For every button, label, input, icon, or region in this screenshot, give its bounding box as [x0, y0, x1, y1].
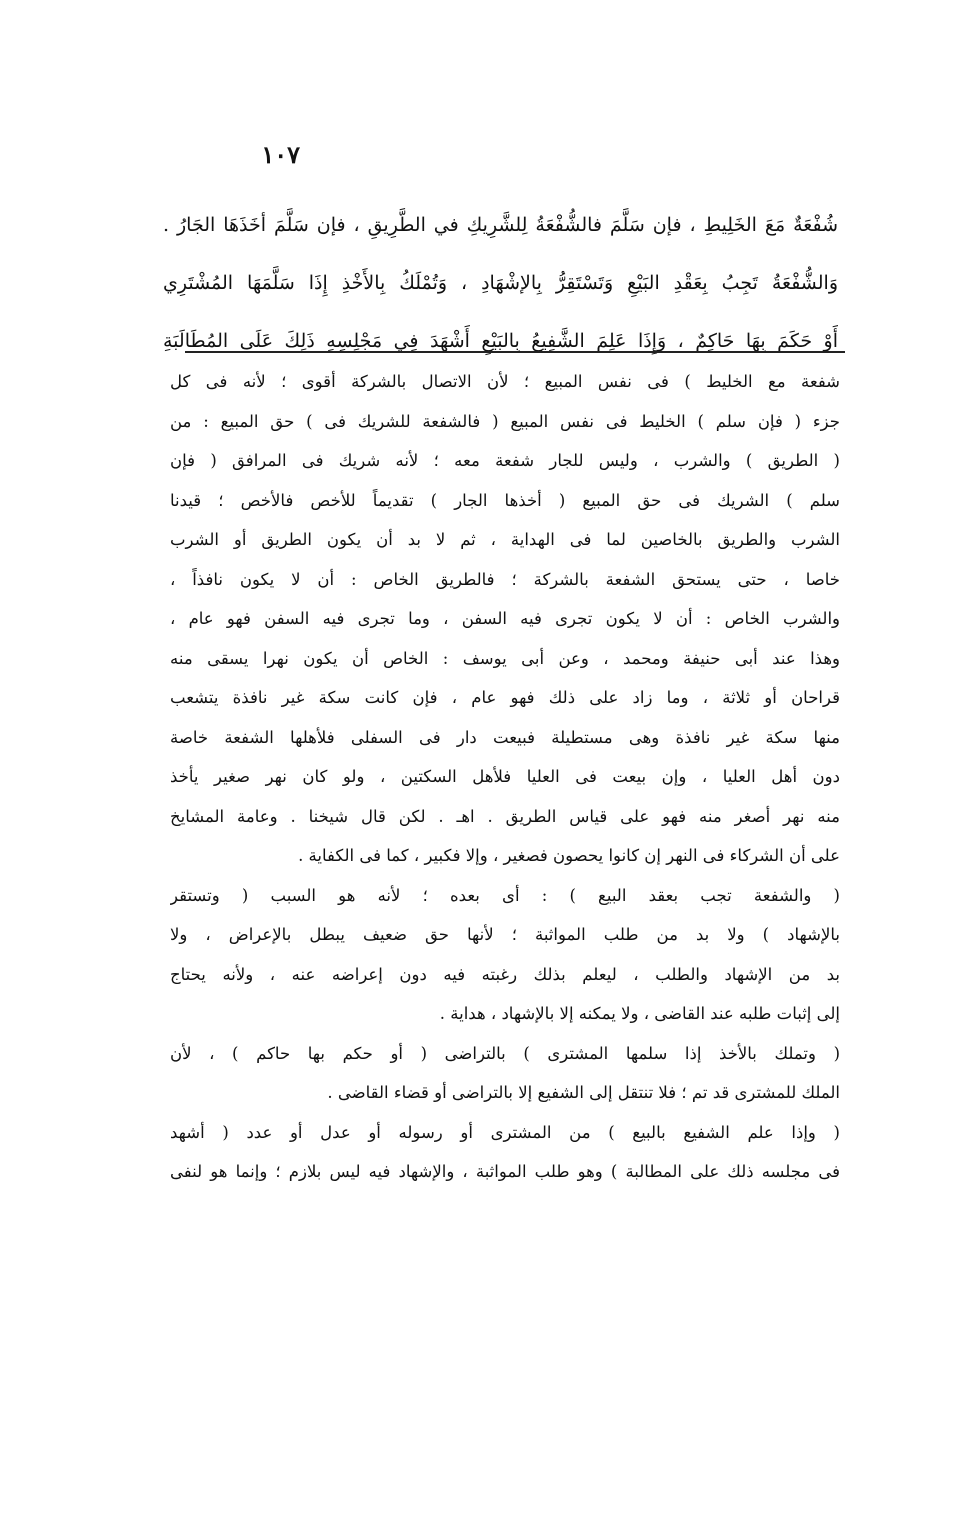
commentary-line: ( والشفعة تجب بعقد البيع ) : أى بعده ؛ لأنه هو السبب ( وتستقر	[170, 885, 840, 905]
commentary-line: ( الطريق ) والشرب ، وليس للجار شفعة معه ؛ لأنه شريك فى المرافق ( فإن	[170, 451, 840, 470]
commentary-line: ( وإذا علم الشفيع بالبيع ) من المشترى أو رسوله أو عدل أو عدد ( أشهد	[170, 1122, 840, 1142]
commentary-text	[170, 362, 840, 1192]
commentary-line: والشرب الخاص : أن لا يكون تجرى فيه السفن ، وما تجرى فيه السفن فهو عام ،	[170, 609, 840, 628]
commentary-line: جزء ( فإن سلم ) الخليط فى نفس المبيع ( فالشفعة للشريك فى ) حق المبيع : من	[170, 411, 840, 431]
page-number: ١٠٧	[261, 140, 300, 169]
matn-text	[163, 196, 838, 370]
matn-line: شُفْعَةٌ مَعَ الخَلِيطِ ، فإن سَلَّمَ فالشُّفْعَةُ لِلشَّرِيكِ في الطَّرِيقِ ، فإن سَلَّمَ أخَذَهَا الجَارُ .	[163, 214, 838, 236]
commentary-line: بد من الإشهاد والطلب ، ليعلم بذلك رغبته فيه دون إعراضه عنه ، ولأنه يحتاج	[170, 964, 840, 984]
matn-line: وَالشُّفْعَةُ تَجِبُ بِعَقْدِ البَيْعِ وَتَسْتَقِرُّ بِالإشْهَادِ ، وَتُمْلَكُ بِالأَخْذِ إِذَا سَلَّمَهَا المُشْتَرِي	[163, 272, 838, 294]
commentary-line: ( وتملك بالأخذ إذا سلمها المشترى ) بالتراضى ( أو حكم بها حاكم ) ، لأن	[170, 1043, 840, 1063]
commentary-line: قراحان أو ثلاثة ، وما زاد على ذلك فهو عام ، فإن كانت سكة غير نافذة يتشعب	[170, 688, 840, 707]
commentary-line: بالإشهاد ) ولا بد من طلب المواثبة ؛ لأنها حق ضعيف يبطل بالإعراض ، ولا	[170, 925, 840, 944]
separator-rule	[185, 351, 845, 353]
commentary-line: منها سكة غير نافذة وهى مستطيلة فبيعت دار فى السفلى فلأهلها الشفعة خاصة	[170, 727, 840, 747]
commentary-line: الملك للمشترى قد تم ؛ فلا تنتقل إلى الشفيع إلا بالتراضى أو قضاء القاضى .	[327, 1083, 840, 1102]
commentary-line: وهذا عند أبى حنيفة ومحمد ، وعن أبى يوسف : الخاص أن يكون نهرا يسقى منه	[170, 648, 840, 668]
commentary-line: خاصا ، حتى يستحق الشفعة بالشركة ؛ فالطريق الخاص : أن لا يكون نافذاً ،	[170, 569, 840, 589]
commentary-line: منه نهر أصغر منه فهو على قياس الطريق . اهـ . لكن قال شيخنا . وعامة المشايخ	[170, 806, 840, 826]
commentary-line: دون أهل العليا ، وإن بيعت فى العليا فلأهل السكتين ، ولو كان نهر صغير يأخذ	[170, 767, 840, 786]
matn-line: أَوْ حَكَمَ بِهَا حَاكِمٌ ، وَإِذَا عَلِمَ الشَّفِيعُ بِالبَيْعِ أَشْهَدَ فِي مَجْلِسِهِ ذَلِكَ عَلَى المُطَالَبَةِ	[163, 330, 838, 352]
commentary-line: الشرب والطريق بالخاصين لما فى الهداية ، ثم لا بد أن يكون الطريق أو الشرب	[170, 530, 840, 549]
commentary-line: سلم ) الشريك فى حق المبيع ( أخذها الجار ) تقديماً للأخص فالأخص ؛ قيدنا	[170, 490, 840, 510]
commentary-line: على أن الشركاء فى النهر إن كانوا يحصون فصغير ، وإلا فكبير ، كما فى الكفاية .	[298, 846, 840, 865]
commentary-line: شفعة مع الخليط ) فى نفس المبيع ؛ لأن الاتصال بالشركة أقوى ؛ لأنه فى كل	[170, 372, 840, 391]
commentary-line: إلى إثبات طلبه عند القاضى ، ولا يمكنه إلا بالإشهاد ، هداية .	[439, 1004, 840, 1023]
commentary-line: فى مجلسه ذلك على المطالبة ) وهو طلب المواثبة ، والإشهاد فيه ليس بلازم ؛ وإنما هو لنفى	[170, 1162, 840, 1181]
